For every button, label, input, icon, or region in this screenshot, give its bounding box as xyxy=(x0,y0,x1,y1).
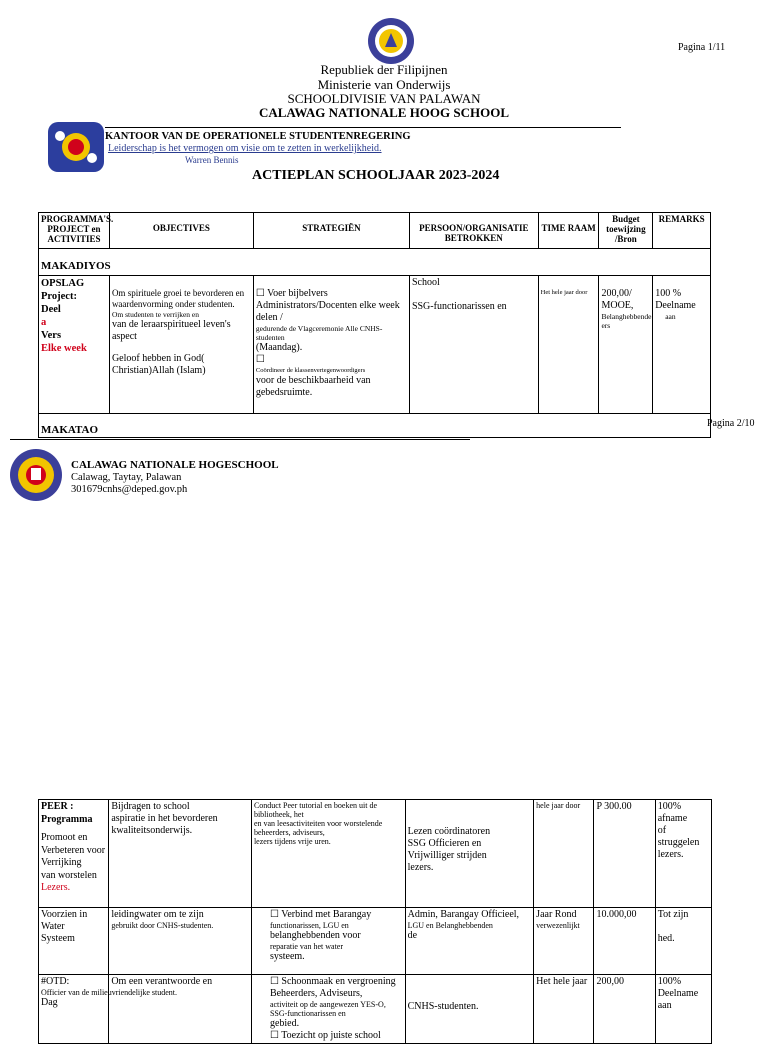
action-plan-table xyxy=(38,212,711,438)
peer-objectives-cell: Bijdragen to school aspiratie in het bevorderen kwaliteitsonderwijs. xyxy=(109,800,252,908)
page2-school-name: CALAWAG NATIONALE HOGESCHOOL xyxy=(71,459,279,471)
page2-rule xyxy=(10,439,470,440)
page-number: Pagina 1/11 xyxy=(678,42,726,53)
table-row xyxy=(39,908,712,975)
col-program: PROGRAMMA'S. PROJECT en ACTIVITIES xyxy=(39,213,110,249)
persons-cell: School SSG-functionarissen en xyxy=(409,276,538,414)
otd-objectives-cell: Om een verantwoorde en xyxy=(109,975,252,1044)
plan-title: ACTIEPLAN SCHOOLJAAR 2023-2024 xyxy=(252,168,500,183)
water-program-cell: Voorzien in Water Systeem xyxy=(39,908,109,975)
water-strategies-cell: ☐ Verbind met Barangay functionarissen, LGU en belanghebbenden voor reparatie van het water systeem. xyxy=(251,908,405,975)
peer-persons-cell: Lezen coördinatoren SSG Officieren en Vrijwilliger strijden lezers. xyxy=(405,800,534,908)
water-objectives-cell: leidingwater om te zijn gebruikt door CNHS-studenten. xyxy=(109,908,252,975)
otd-remarks-cell: 100% Deelname aan xyxy=(655,975,711,1044)
header-rule xyxy=(105,127,621,128)
peer-strategies-cell: Conduct Peer tutorial en boeken uit de bibliotheek, het en van leesactiviteiten voor worstelende beheerders, adviseurs, lezers tijdens vrije uren. xyxy=(251,800,405,908)
water-persons-cell: Admin, Barangay Officieel, LGU en Belanghebbenden de xyxy=(405,908,534,975)
header-republic: Republiek der Filipijnen xyxy=(320,62,448,77)
budget-cell: 200,00/ MOOE, Belanghebbende ers xyxy=(599,276,653,414)
office-title: KANTOOR VAN DE OPERATIONELE STUDENTENREGERING xyxy=(105,131,411,142)
col-time: TIME RAAM xyxy=(538,213,599,249)
water-budget-cell: 10.000,00 xyxy=(594,908,655,975)
office-quote: Leiderschap is het vermogen om visie om te zetten in werkelijkheid. xyxy=(108,143,382,154)
school-seal-icon xyxy=(8,447,64,503)
col-strategies: STRATEGIËN xyxy=(253,213,409,249)
section-makadiyos: MAKADIYOS xyxy=(39,249,711,276)
strategies-cell: ☐ Voer bijbelvers Administrators/Docenten elke week delen / gedurende de Vlagceremonie Alle CNHS-studenten (Maandag). ☐ Coördineer de klassenvertegenwoordigers voor de beschikbaarheid van gebedsruimte. xyxy=(253,276,409,414)
col-objectives: OBJECTIVES xyxy=(109,213,253,249)
col-persons: PERSOON/ORGANISATIE BETROKKEN xyxy=(409,213,538,249)
header-ministry: Ministerie van Onderwijs xyxy=(317,77,451,92)
otd-program-cell: #OTD: Officier van de milieuvriendelijke student. Dag xyxy=(39,975,109,1044)
peer-remarks-cell: 100% afname of struggelen lezers. xyxy=(655,800,711,908)
col-remarks: REMARKS xyxy=(653,213,711,249)
next-page-number: Pagina 2/10 xyxy=(707,418,755,429)
otd-budget-cell: 200,00 xyxy=(594,975,655,1044)
ssg-logo-icon xyxy=(48,122,104,172)
otd-time-cell: Het hele jaar xyxy=(534,975,594,1044)
section-makatao: MAKATAO xyxy=(39,414,711,438)
program-cell: OPSLAG Project: Deel a Vers Elke week xyxy=(39,276,110,414)
remarks-cell: 100 % Deelname aan xyxy=(653,276,711,414)
peer-budget-cell: P 300.00 xyxy=(594,800,655,908)
table-row xyxy=(39,276,711,414)
page2-address: Calawag, Taytay, Palawan xyxy=(71,472,182,483)
header-division: SCHOOLDIVISIE VAN PALAWAN xyxy=(287,91,481,106)
page2-email: 301679cnhs@deped.gov.ph xyxy=(71,484,188,495)
otd-persons-cell: CNHS-studenten. xyxy=(405,975,534,1044)
deped-seal-icon xyxy=(361,18,421,64)
time-cell: Het hele jaar door xyxy=(538,276,599,414)
col-budget: Budget toewijzing /Bron xyxy=(599,213,653,249)
table-row xyxy=(39,975,712,1044)
header-school: CALAWAG NATIONALE HOOG SCHOOL xyxy=(258,105,510,120)
objectives-cell: Om spirituele groei te bevorderen en waardenvorming onder studenten. Om studenten te verrijken en van de leraarspiritueel leven's aspect Geloof hebben in God( Christian)Allah (Islam) xyxy=(109,276,253,414)
peer-program-cell: PEER : Programma Promoot en Verbeteren voor Verrijking van worstelen Lezers. xyxy=(39,800,109,908)
table-row xyxy=(39,800,712,908)
peer-time-cell: hele jaar door xyxy=(534,800,594,908)
action-plan-table-continued xyxy=(38,799,712,1044)
otd-strategies-cell: ☐ Schoonmaak en vergroening Beheerders, Adviseurs, activiteit op de aangewezen YES-O, SSG-functionarissen en gebied. ☐ Toezicht op juiste school xyxy=(251,975,405,1044)
office-quote-author: Warren Bennis xyxy=(185,155,239,165)
water-time-cell: Jaar Rond verwezenlijkt xyxy=(534,908,594,975)
water-remarks-cell: Tot zijn hed. xyxy=(655,908,711,975)
